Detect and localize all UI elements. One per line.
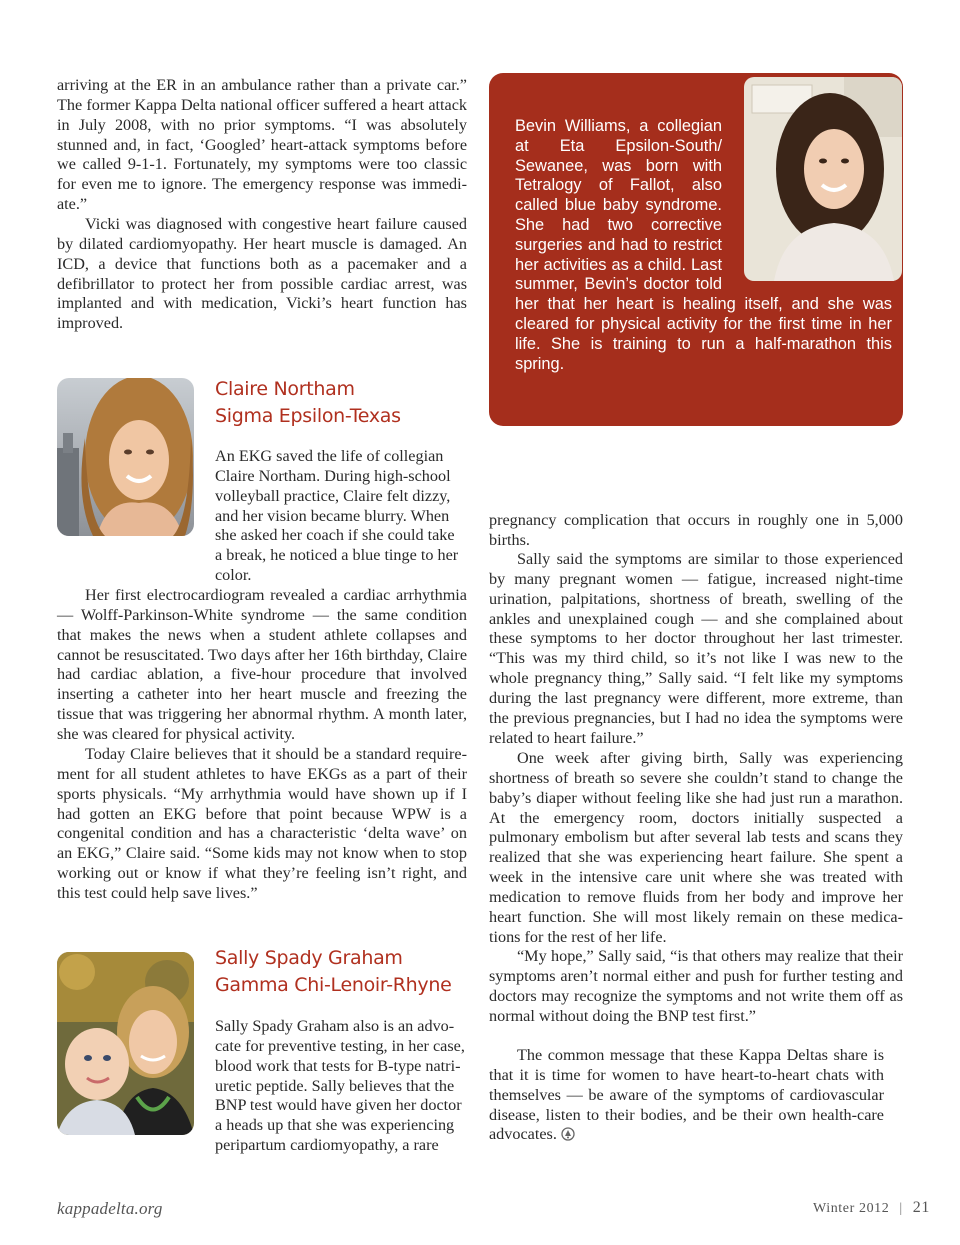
right-paragraph-3: One week after giving birth, Sally was experiencing shortness of breath so severe she couldn’t stand to change the baby’s diaper without feeling like she had just run a marathon. At the emergency room, doctors initially suspected a pulmonary embolism but after several lab tests and scans they realized that she was experiencing heart failure. She spent a week in the intensive care unit where she was treated with medication to remove fluids from her body and improve her heart function. She will most likely remain on these medications for the rest of her life. — [489, 749, 903, 946]
right-paragraph-2: Sally said the symptoms are similar to those experienced by many pregnant women — fatigue, increased night-time urination, palpitations, shortness of breath, swelling of the ankles and unexplained cough — and she complained about these symptoms to her doctor throughout her last trimester. “This was my third child, so it’s not like I was new to the whole pregnancy thing,” Sally said. “I felt like my symptoms during the last pregnancy were different, more extreme, than the previous pregnancies, but I had no idea the symptoms were related to heart failure.” — [489, 550, 903, 747]
claire-paragraph-1: Her first electrocardiogram revealed a cardiac arrhythmia — Wolff-Parkinson-White syndrome — the same condition that makes the news when a student athlete collapses and cannot be resuscitated. Two days after her 16th birthday, Claire had cardiac ablation, a five-hour procedure that involved inserting a catheter into her heart muscle and freezing the tissue that was triggering her abnormal rhythm. A month later, she was cleared for physical activity. — [57, 586, 467, 743]
footer-issue-info — [813, 1199, 930, 1217]
footer-issue: Winter 2012 — [812, 1201, 890, 1216]
intro-paragraph-2: Vicki was diagnosed with congestive heart failure caused by dilated cardiomyopathy. Her heart muscle is damaged. An ICD, a device that functions both as a pacemaker and a defibrillator to protect her from possible cardiac arrest, was implanted and with medication, Vicki’s heart function has improved. — [57, 215, 467, 333]
sally-chapter-heading: Gamma Chi-Lenoir-Rhyne — [215, 974, 452, 996]
callout-paragraph: Bevin Williams, a collegian at Eta Epsilon-South/ Sewanee, was born with Tetralogy of Fallot, also called blue baby syndrome. She had two corrective surgeries and had to restrict her activities as a child. Last summer, Bevin’s doctor told her that her heart is healing itself, and she was cleared for physical activity for the first time in her life. She is training to run a half-marathon this spring. — [515, 117, 892, 373]
right-paragraph-5 — [489, 1046, 884, 1145]
sally-name-heading: Sally Spady Graham — [215, 947, 403, 969]
sally-spady-graham-photo — [57, 952, 194, 1135]
claire-chapter-heading: Sigma Epsilon-Texas — [215, 405, 401, 427]
closing-text: The common message that these Kappa Deltas share is that it is time for women to have heart-to-heart chats with themselves — be aware of the symptoms of cardiovascular disease, listen to their bodies, and be their own health-care advocates. — [489, 1046, 884, 1144]
footer-page-number: 21 — [912, 1199, 930, 1216]
footer-website: kappadelta.org — [57, 1199, 163, 1218]
footer-separator: | — [899, 1201, 903, 1216]
intro-paragraph-1: arriving at the ER in an ambulance rather than a private car.” The former Kappa Delta national officer suffered a heart attack in July 2008, with no prior symptoms. “I was absolutely stunned and, in fact, ‘Googled’ heart-attack symptoms before we called 9-1-1. Fortunately, my symptoms were too classic for even me to ignore. The emergency response was immediate.” — [57, 76, 467, 214]
sally-lead-paragraph: Sally Spady Graham also is an advocate for preventive testing, in her case, blood work that tests for B-type natriuretic peptide. Sally believes that the BNP test would have given her doctor a heads up that she was experiencing peripartum cardiomyopathy, a rare — [215, 1017, 465, 1155]
right-paragraph-1: pregnancy complication that occurs in roughly one in 5,000 births. — [489, 511, 903, 549]
kappa-delta-emblem-icon — [561, 1127, 575, 1141]
claire-name-heading: Claire Northam — [215, 378, 355, 400]
claire-paragraph-2: Today Claire believes that it should be a standard requirement for all student athletes to have EKGs as a part of their sports physicals. “My arrhythmia would have shown up if I had gotten an EKG before that point because WPW is a congenital condition and has a characteristic ‘delta wave’ on an EKG,” Claire said. “Some kids may not know when to stop working out or know if what they’re feeling isn’t right, and this test could help save lives.” — [57, 745, 467, 902]
claire-northam-photo — [57, 378, 194, 536]
callout-photo-spacer — [722, 117, 892, 293]
callout-text-block — [515, 117, 892, 374]
right-paragraph-4: “My hope,” Sally said, “is that others may realize that their symptoms aren’t normal either and push for further testing and doctors may recognize the symptoms and not write them off as normal without doing the BNP test first.” — [489, 947, 903, 1025]
claire-lead-paragraph: An EKG saved the life of collegian Claire Northam. During high-school volleyball practice, Claire felt dizzy, and her vision became blurry. When she asked her coach if she could take a break, he noticed a blue tinge to her color. — [215, 447, 459, 585]
